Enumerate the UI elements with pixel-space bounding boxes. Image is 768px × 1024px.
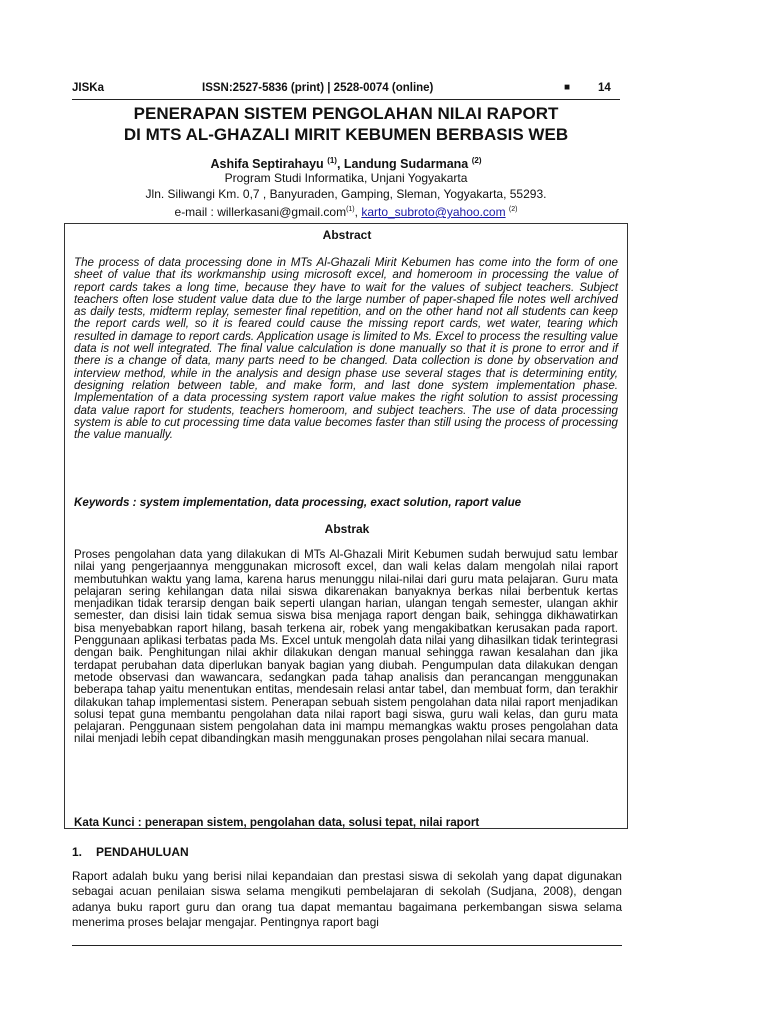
email-separator: ,: [354, 205, 362, 219]
email-1-marker: (1): [346, 206, 355, 213]
author-2-marker: (2): [471, 156, 482, 165]
section-number: 1.: [72, 845, 83, 859]
author-2: Landung Sudarmana: [343, 157, 469, 172]
keywords-id: Kata Kunci : penerapan sistem, pengolahan data, solusi tepat, nilai raport: [74, 816, 480, 829]
email-line: [72, 202, 620, 221]
author-1-marker: (1): [327, 156, 337, 165]
journal-name: JISKa: [72, 82, 104, 94]
header-divider: [72, 99, 620, 100]
abstract-heading: Abstract: [322, 228, 372, 242]
issn-info: ISSN:2527-5836 (print) | 2528-0074 (online): [202, 82, 434, 94]
abstrak-heading: Abstrak: [324, 522, 370, 536]
abstract-box: [64, 223, 628, 829]
section-heading: [72, 845, 189, 859]
abstract-body-en: The process of data processing done in MTs Al-Ghazali Mirit Kebumen has come into the form of one sheet of value that its workmanship using microsoft excel, and homeroom in processing the value of report cards takes a long time, because they have to wait for the values of subject teachers. Subject teachers often lose student value data due to the large number of paper-shaped file notes well archived as daily tests, midterm replay, semester final repetition, and on the other hand not all students can keep the report cards well, so it is feared could cause the missing report cards, wet water, tearing which resulted in damage to report cards. Application usage is limited to Ms. Excel to process the resulting value data is not well integrated. The final value calculation is done manually so that it is prone to error and if there is a change of data, many parts need to be changed. Data collection is done by observation and interview method, while in the analysis and design phase use several stages that is determining entity, designing relation between table, and make form, and last done system implementation phase. Implementation of a data processing system raport value makes the right solution to assist processing data value raport for students, teachers homeroom, and subject teachers. The use of data processing system is able to cut processing time data value becomes faster than still using the process of processing the value manually.: [74, 256, 618, 442]
author-list: [72, 156, 620, 171]
section-title: PENDAHULUAN: [96, 845, 189, 859]
author-separator: ,: [336, 157, 344, 172]
email-2-link[interactable]: karto_subroto@yahoo.com: [361, 205, 506, 219]
affiliation-program: Program Studi Informatika, Unjani Yogyakarta: [224, 171, 468, 185]
keywords-en: Keywords : system implementation, data processing, exact solution, raport value: [74, 496, 522, 509]
page-number: 14: [598, 82, 611, 94]
square-bullet-icon: ■: [564, 82, 571, 93]
author-1: Ashifa Septirahayu: [210, 157, 324, 172]
section-body: Raport adalah buku yang berisi nilai kepandaian dan prestasi siswa di sekolah yang dapat digunakan sebagai acuan penilaian siswa selama mengikuti pembelajaran di sekolah (Sudjana, 2008), dengan adanya buku raport guru dan orang tua dapat memantau bagaimana perkembangan siswa selama menerima proses belajar mengajar. Pentingnya raport bagi: [72, 869, 622, 930]
affiliation-address: Jln. Siliwangi Km. 0,7 , Banyuraden, Gamping, Sleman, Yogyakarta, 55293.: [145, 186, 547, 201]
email-1: e-mail : willerkasani@gmail.com: [174, 205, 347, 219]
title-line-1: PENERAPAN SISTEM PENGOLAHAN NILAI RAPORT: [133, 104, 559, 123]
affiliation-block: [72, 171, 620, 221]
footer-divider: [72, 945, 622, 946]
title-line-2: DI MTS AL-GHAZALI MIRIT KEBUMEN BERBASIS WEB: [123, 125, 569, 144]
abstract-body-id: Proses pengolahan data yang dilakukan di MTs Al-Ghazali Mirit Kebumen sudah berwujud satu lembar nilai yang pengerjaannya menggunakan microsoft excel, dan wali kelas dalam mengolah nilai raport membutuhkan waktu yang lama, karena harus menunggu nilai-nilai dari guru mata pelajaran. Guru mata pelajaran sering kehilangan data nilai siswa dikarenakan banyaknya berkas nilai berbentuk kertas menjadikan tidak terarsip dengan baik seperti ulangan harian, ulangan tengah semester, ulangan akhir semester, dan disisi lain tidak semua siswa bisa menjaga raport dengan baik, sehingga dikhawatirkan bisa menyebabkan raport hilang, basah terkena air, robek yang mengakibatkan kerusakan pada raport. Penggunaan aplikasi terbatas pada Ms. Excel untuk mengolah data nilai yang dihasilkan tidak terintegrasi dengan baik. Penghitungan nilai akhir dilakukan dengan manual sehingga rawan kesalahan dan jika terdapat perubahan data diperlukan banyak bagian yang diubah. Pengumpulan data dilakukan dengan metode observasi dan wawancara, sedangkan pada tahap analisis dan perancangan menggunakan beberapa tahap yaitu menentukan entitas, mendesain relasi antar tabel, dan membuat form, dan terakhir dilakukan tahap implementasi sistem. Penerapan sebuah sistem pengolahan data nilai raport menjadikan solusi tepat guna membantu pengolahan data nilai raport bagi siswa, guru wali kelas, dan guru mata pelajaran. Penggunaan sistem pengolahan data ini mampu memangkas waktu proses pengolahan data nilai menjadi lebih cepat dibandingkan masih menggunakan proses pengolahan nilai secara manual.: [74, 548, 618, 746]
email-2-marker: (2): [508, 206, 518, 213]
paper-title: [72, 103, 620, 145]
